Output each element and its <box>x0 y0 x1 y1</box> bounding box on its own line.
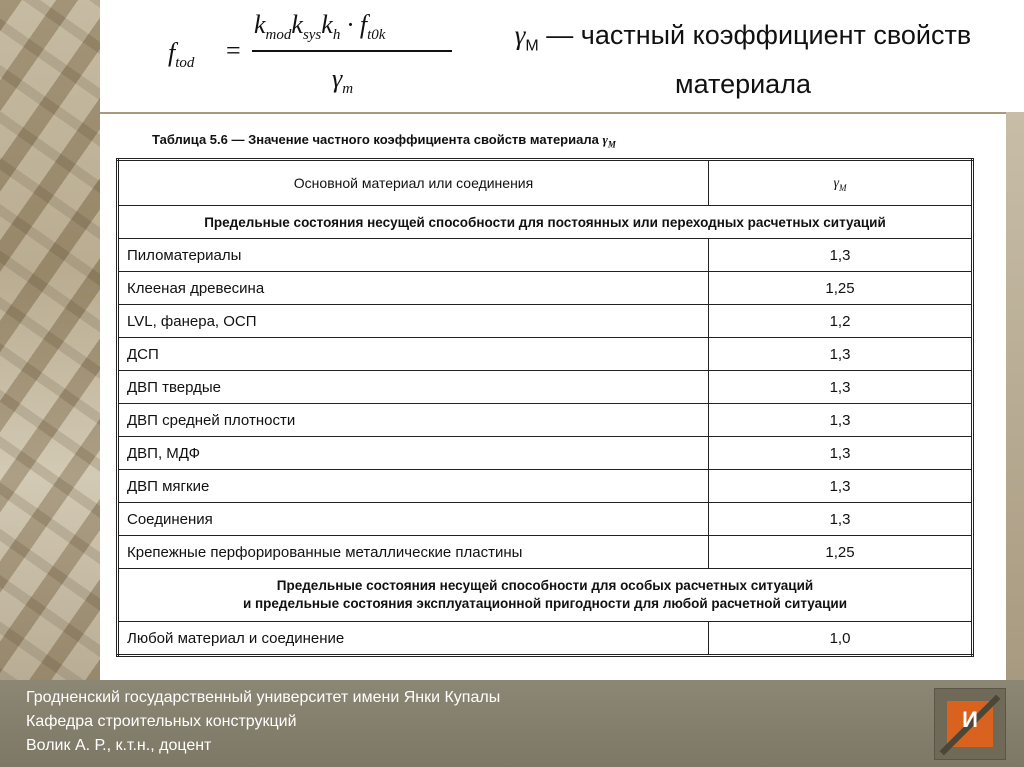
gamma-description-line1: $\gamma_M$ — частный коэффициент свойств <box>514 20 972 55</box>
table-row: Пиломатериалы 1,3 <box>118 239 973 272</box>
footer-department: Кафедра строительных конструкций <box>26 713 297 730</box>
table-row: LVL, фанера, ОСП 1,2 <box>118 305 973 338</box>
right-background-strip <box>1004 110 1024 680</box>
header-gamma: $\gamma_M$ <box>709 160 973 206</box>
fraction-bar <box>252 50 452 52</box>
logo-letter: И <box>962 707 978 732</box>
table-header-row <box>118 160 973 206</box>
table-row: ДВП средней плотности 1,3 <box>118 404 973 437</box>
footer-university: Гродненский государственный университет имени Янки Купалы <box>26 689 501 706</box>
table-row: ДВП, МДФ 1,3 <box>118 437 973 470</box>
gamma-description-line2: материала <box>675 69 811 100</box>
table-panel <box>100 112 1006 680</box>
table-row: ДВП мягкие 1,3 <box>118 470 973 503</box>
wood-background <box>0 0 100 680</box>
section-row: Предельные состояния несущей способности для особых расчетных ситуаций и предельные состояния эксплуатационной пригодности для любой расчетной ситуации <box>118 569 973 622</box>
section-row: Предельные состояния несущей способности для постоянных или переходных расчетных ситуаций <box>118 206 973 239</box>
footer-author: Волик А. Р., к.т.н., доцент <box>26 737 212 754</box>
formula-denominator: $\gamma_m$ <box>332 64 354 98</box>
table-row: ДСП 1,3 <box>118 338 973 371</box>
header-material: Основной материал или соединения <box>118 160 709 206</box>
table-caption: Таблица 5.6 — Значение частного коэффициента свойств материала $\gamma_M$ <box>152 132 616 150</box>
table-row: Клееная древесина 1,25 <box>118 272 973 305</box>
formula <box>168 8 468 100</box>
table-row: ДВП твердые 1,3 <box>118 371 973 404</box>
table-row: Крепежные перфорированные металлические пластины 1,25 <box>118 536 973 569</box>
gamma-description <box>488 16 998 103</box>
table-row: Соединения 1,3 <box>118 503 973 536</box>
formula-equals: = <box>226 36 241 65</box>
gamma-symbol: $\gamma_M$ <box>514 20 539 55</box>
table-row: Любой материал и соединение 1,0 <box>118 622 973 656</box>
department-logo <box>934 688 1006 760</box>
formula-lhs: $f_{tod}$ <box>168 38 195 72</box>
footer-text <box>26 686 500 758</box>
coefficient-table <box>116 158 974 657</box>
formula-numerator: $k_{mod}k_{sys}k_h \cdot f_{t0k}$ <box>254 10 386 44</box>
footer <box>0 680 1024 767</box>
